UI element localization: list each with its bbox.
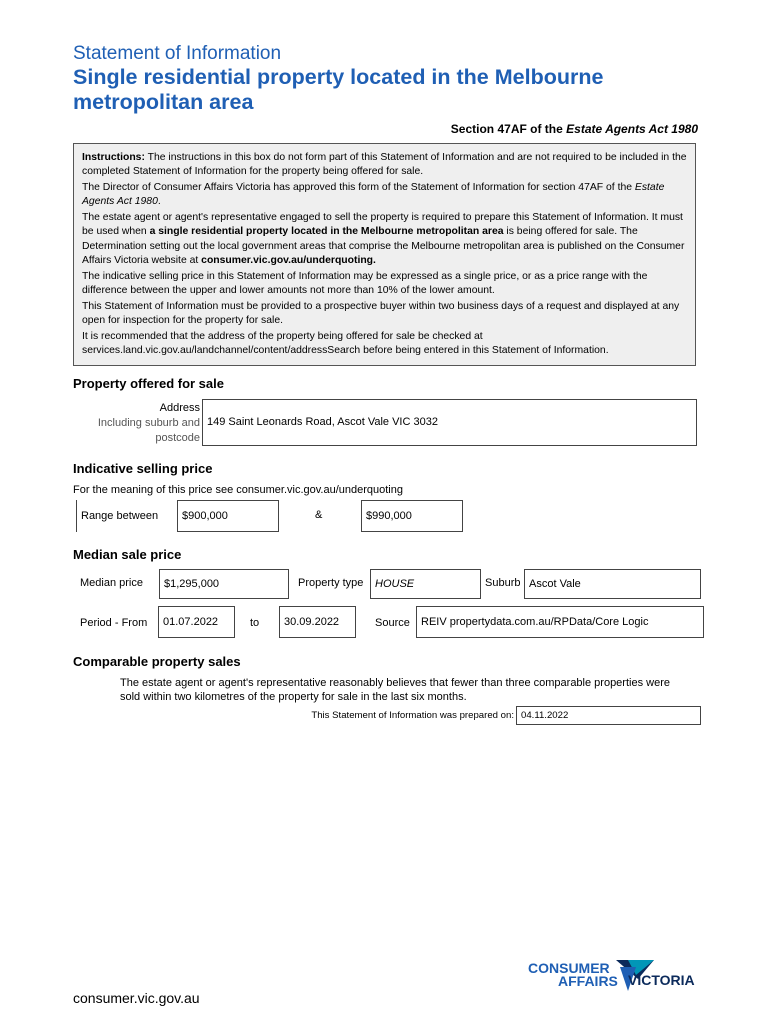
instructions-box — [73, 143, 696, 366]
instructions-p6: It is recommended that the address of the property being offered for sale be checked at services.land.vic.gov.au/landchannel/content/addressSearch before being entered in this Statement of Information. — [82, 331, 609, 357]
footer-url[interactable]: consumer.vic.gov.au — [73, 990, 200, 1006]
instructions-p3c: is being offered for sale. The Determination setting out the local government areas that comprise the Melbourne metropolitan area is published on the Consumer Affairs Victoria website at — [82, 226, 685, 266]
property-type-label: Property type — [298, 577, 364, 589]
logo-line2: AFFAIRS — [558, 973, 618, 989]
instructions-label: Instructions: — [82, 152, 145, 163]
address-label — [73, 401, 200, 446]
comparable-text: The estate agent or agent's representative reasonably believes that fewer than three comparable properties were sold within two kilometres of the property for sale in the last six months. — [120, 677, 670, 703]
page-title: Single residential property located in the Melbourne metropolitan area — [73, 65, 604, 114]
instructions-p3d: consumer.vic.gov.au/underquoting. — [201, 254, 376, 266]
instructions-p1-text: The instructions in this box do not form part of this Statement of Information and are not required to be included in the completed Statement of Information for the property being offered for sale. — [82, 152, 687, 178]
source-field[interactable]: REIV propertydata.com.au/RPData/Core Logic — [416, 606, 704, 638]
statement-heading: Statement of Information — [73, 43, 282, 64]
suburb-label: Suburb — [485, 577, 521, 589]
instructions-p1 — [82, 151, 687, 179]
consumer-affairs-victoria-logo — [528, 957, 704, 997]
section-reference — [451, 122, 698, 136]
range-label: Range between — [76, 500, 176, 532]
price-low-field[interactable]: $900,000 — [177, 500, 279, 532]
address-label-1: Address — [159, 402, 200, 414]
instructions-p3b: a single residential property located in the Melbourne metropolitan area — [149, 226, 504, 238]
address-label-3: postcode — [155, 432, 200, 444]
period-to-label: to — [250, 617, 260, 629]
instructions-p2c: . — [157, 196, 161, 208]
suburb-field[interactable]: Ascot Vale — [524, 569, 701, 599]
section-act: Estate Agents Act 1980 — [566, 122, 698, 136]
address-label-2: Including suburb and — [97, 417, 200, 429]
instructions-p3 — [82, 211, 687, 267]
prepared-date-field[interactable]: 04.11.2022 — [516, 706, 701, 725]
instructions-p2 — [82, 181, 687, 209]
prepared-on-label: This Statement of Information was prepared on: — [311, 710, 514, 721]
address-field[interactable]: 149 Saint Leonards Road, Ascot Vale VIC 3032 — [202, 399, 697, 446]
price-high-field[interactable]: $990,000 — [361, 500, 463, 532]
period-from-label: Period - From — [80, 617, 148, 629]
comparable-heading: Comparable property sales — [73, 654, 241, 669]
period-from-field[interactable]: 01.07.2022 — [158, 606, 235, 638]
instructions-p2a: The Director of Consumer Affairs Victoria has approved this form of the Statement of Information for section 47AF of the — [82, 182, 635, 194]
median-price-field[interactable]: $1,295,000 — [159, 569, 289, 599]
indicative-note: For the meaning of this price see consumer.vic.gov.au/underquoting — [73, 484, 403, 496]
property-type-field[interactable]: HOUSE — [370, 569, 481, 599]
instructions-p5: This Statement of Information must be provided to a prospective buyer within two business days of a request and displayed at any open for inspection for the property for sale. — [82, 300, 680, 327]
range-ampersand: & — [315, 509, 323, 521]
instructions-p4: The indicative selling price in this Statement of Information may be expressed as a single price, or as a price range with the difference between the upper and lower amounts not more than 10% of the lower amount. — [82, 270, 648, 296]
instructions-p2b: Estate Agents Act 1980 — [82, 182, 665, 208]
source-label: Source — [375, 617, 410, 629]
property-heading: Property offered for sale — [73, 376, 224, 391]
median-heading: Median sale price — [73, 547, 182, 562]
cav-logo-graphic — [528, 957, 704, 997]
instructions-p3a: The estate agent or agent's representative engaged to sell the property is required to prepare this Statement of Information. It must be used when — [82, 212, 683, 238]
logo-line3: VICTORIA — [628, 972, 695, 988]
logo-line1: CONSUMER — [528, 960, 610, 976]
median-price-label: Median price — [80, 577, 143, 589]
indicative-heading: Indicative selling price — [73, 461, 213, 476]
section-prefix: Section 47AF of the — [450, 122, 567, 136]
period-to-field[interactable]: 30.09.2022 — [279, 606, 356, 638]
